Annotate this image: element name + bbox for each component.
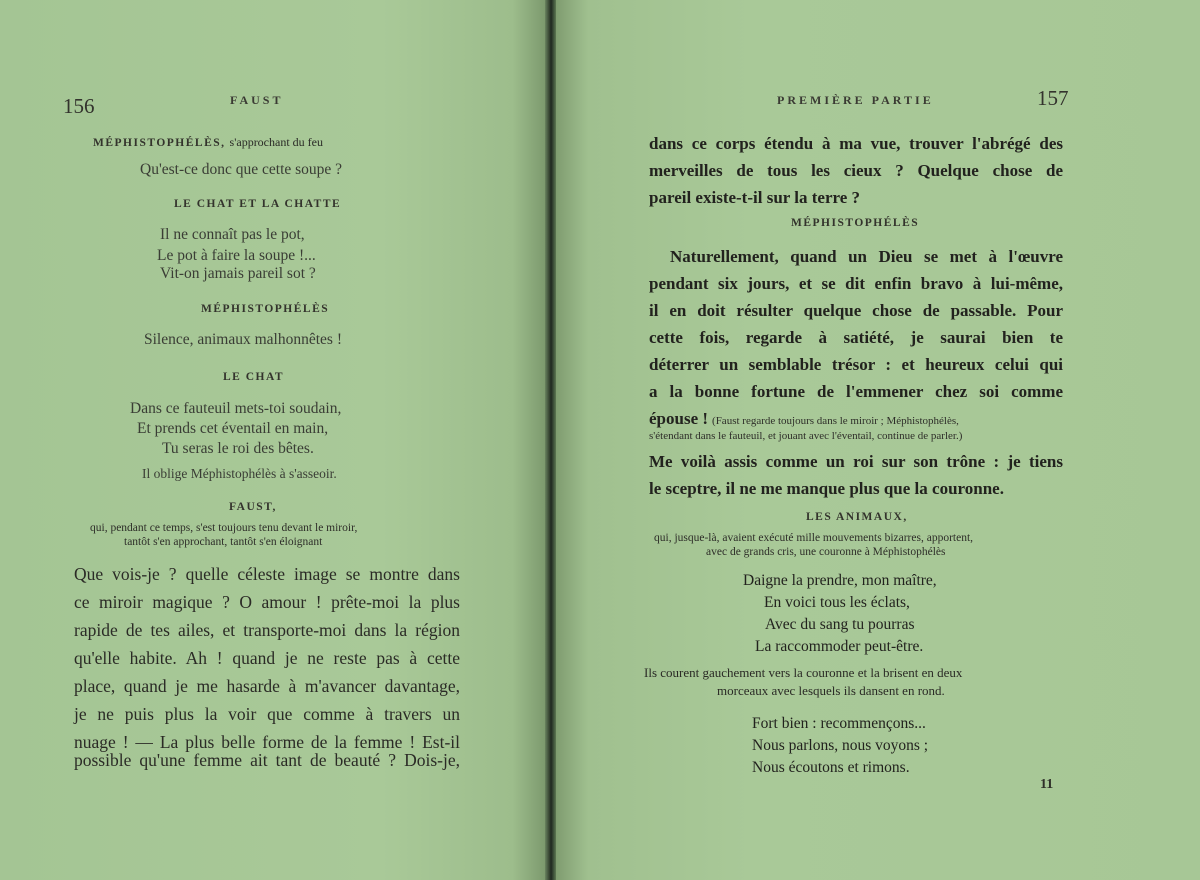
verse-line: Le pot à faire la soupe !... (157, 247, 316, 264)
verse-line: Qu'est-ce donc que cette soupe ? (140, 161, 343, 178)
speaker-heading: MÉPHISTOPHÉLÈS (201, 303, 330, 315)
stage-direction: Ils courent gauchement vers la couronne et la brisent en deux (644, 665, 963, 680)
prose-line: Me voilà assis comme un roi sur son trône : je tiens (649, 452, 1063, 471)
speaker-heading: LE CHAT ET LA CHATTE (174, 198, 342, 210)
verse-line: Nous écoutons et rimons. (752, 759, 910, 776)
speaker-direction: tantôt s'en approchant, tantôt s'en éloignant (124, 536, 323, 548)
prose-line: pareil existe-t-il sur la terre ? (649, 188, 861, 207)
verse-line: Et prends cet éventail en main, (137, 420, 329, 437)
prose-line (649, 405, 959, 432)
signature-mark: 11 (1040, 777, 1054, 792)
verse-line: Fort bien : recommençons... (752, 715, 926, 732)
prose-line: ce miroir magique ? O amour ! prête-moi la plus (74, 592, 460, 612)
inline-direction: s'étendant dans le fauteuil, et jouant avec l'éventail, continue de parler.) (649, 430, 963, 442)
verse-line: Il ne connaît pas le pot, (160, 226, 305, 243)
speaker-heading: LE CHAT (223, 371, 285, 383)
page-number: 157 (1037, 86, 1069, 110)
speaker-heading: MÉPHISTOPHÉLÈS (791, 217, 920, 229)
speaker-direction: qui, jusque-là, avaient exécuté mille mouvements bizarres, apportent, (654, 532, 974, 544)
speaker-direction: qui, pendant ce temps, s'est toujours tenu devant le miroir, (90, 522, 358, 534)
prose-line: je ne puis plus la voir que comme à travers un (74, 704, 460, 724)
prose-line: rapide de tes ailes, et transporte-moi dans la région (74, 620, 460, 640)
left-page (0, 0, 545, 880)
prose-line: Naturellement, quand un Dieu se met à l'œuvre (670, 247, 1063, 266)
verse-line: Silence, animaux malhonnêtes ! (144, 331, 342, 348)
prose-line: Que vois-je ? quelle céleste image se montre dans (74, 564, 460, 584)
prose-line: place, quand je me hasarde à m'avancer davantage, (74, 676, 460, 696)
book-gutter (545, 0, 556, 880)
prose-line: dans ce corps étendu à ma vue, trouver l'abrégé des (649, 134, 1063, 153)
prose-line: nuage ! — La plus belle forme de la femme ! Est-il (74, 732, 460, 752)
speaker-heading: LES ANIMAUX, (806, 511, 908, 523)
prose-line: déterrer un semblable trésor : et heureux celui qui (649, 355, 1063, 374)
page-number: 156 (63, 94, 95, 118)
verse-line: Avec du sang tu pourras (765, 616, 915, 633)
prose-line: cette fois, regarde à satiété, je saurai bien te (649, 328, 1063, 347)
right-page (556, 0, 1200, 880)
verse-line: En voici tous les éclats, (764, 594, 910, 611)
verse-line: Dans ce fauteuil mets-toi soudain, (130, 400, 342, 417)
running-head: PREMIÈRE PARTIE (777, 93, 934, 107)
stage-direction: morceaux avec lesquels ils dansent en rond. (717, 683, 945, 698)
prose-line: merveilles de tous les cieux ? Quelque chose de (649, 161, 1063, 180)
prose-word: épouse ! (649, 409, 709, 428)
verse-line: Nous parlons, nous voyons ; (752, 737, 929, 754)
speaker-direction: s'approchant du feu (229, 135, 323, 149)
prose-line: qu'elle habite. Ah ! quand je ne reste pas à cette (74, 648, 460, 668)
speaker-direction: avec de grands cris, une couronne à Méphistophélès (706, 546, 946, 558)
speaker-heading: FAUST, (229, 501, 277, 513)
verse-line: La raccommoder peut-être. (755, 638, 924, 655)
prose-line: a la bonne fortune de l'emmener chez soi comme (649, 382, 1063, 401)
prose-line: pendant six jours, et se dit enfin bravo à lui-même, (649, 274, 1063, 293)
speaker-heading (93, 133, 323, 151)
running-head: FAUST (230, 93, 284, 107)
verse-line: Tu seras le roi des bêtes. (162, 440, 314, 457)
prose-line: le sceptre, il ne me manque plus que la couronne. (649, 479, 1004, 498)
prose-line: il en doit résulter quelque chose de passable. Pour (649, 301, 1063, 320)
prose-line: possible qu'une femme ait tant de beauté ? Dois-je, (74, 750, 460, 770)
speaker-name: MÉPHISTOPHÉLÈS, (93, 137, 226, 149)
verse-line: Daigne la prendre, mon maître, (743, 572, 937, 589)
verse-line: Vit-on jamais pareil sot ? (160, 265, 316, 282)
inline-direction: (Faust regarde toujours dans le miroir ; Méphistophélès, (712, 415, 959, 427)
stage-direction: Il oblige Méphistophélès à s'asseoir. (142, 466, 337, 481)
